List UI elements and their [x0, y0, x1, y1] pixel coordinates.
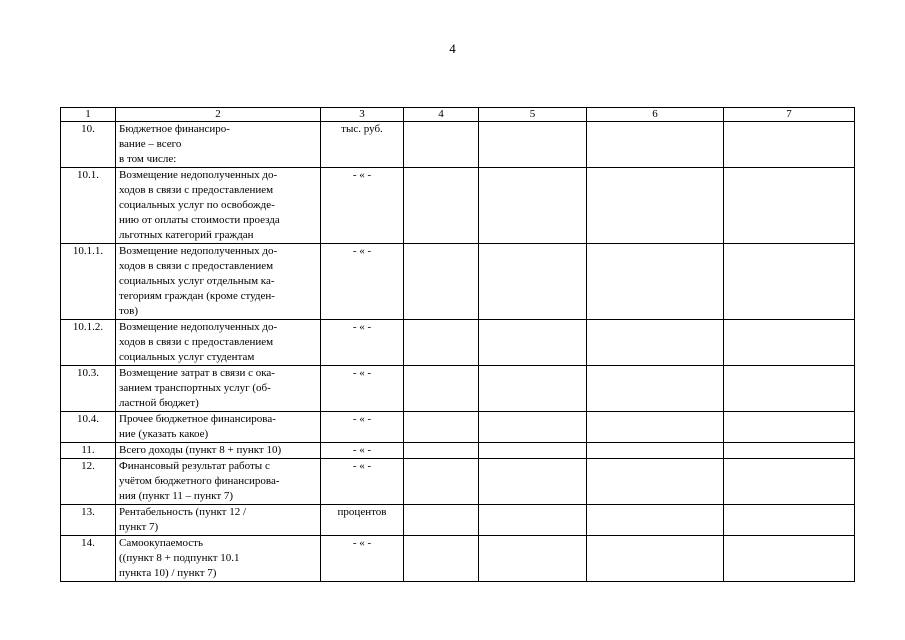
column-header: 1 [61, 108, 116, 122]
header-row [61, 108, 855, 122]
row-description: Всего доходы (пункт 8 + пункт 10) [116, 443, 321, 459]
value-cell [724, 366, 855, 412]
column-header: 6 [587, 108, 724, 122]
row-number: 10.3. [61, 366, 116, 412]
value-cell [587, 122, 724, 168]
value-cell [724, 443, 855, 459]
value-cell [404, 459, 479, 505]
value-cell [724, 168, 855, 244]
row-unit: - « - [321, 459, 404, 505]
value-cell [724, 320, 855, 366]
value-cell [724, 412, 855, 443]
value-cell [587, 366, 724, 412]
value-cell [404, 536, 479, 582]
row-unit: - « - [321, 168, 404, 244]
value-cell [479, 320, 587, 366]
row-unit: - « - [321, 366, 404, 412]
table-row [61, 443, 855, 459]
table-row [61, 505, 855, 536]
value-cell [479, 366, 587, 412]
value-cell [404, 320, 479, 366]
value-cell [587, 536, 724, 582]
value-cell [404, 244, 479, 320]
value-cell [587, 412, 724, 443]
value-cell [479, 459, 587, 505]
table-row [61, 320, 855, 366]
row-number: 11. [61, 443, 116, 459]
row-description: Самоокупаемость ((пункт 8 + подпункт 10.1 пункта 10) / пункт 7) [116, 536, 321, 582]
report-table [60, 107, 855, 582]
row-unit: - « - [321, 412, 404, 443]
value-cell [724, 536, 855, 582]
column-header: 2 [116, 108, 321, 122]
table-row [61, 168, 855, 244]
table-row [61, 366, 855, 412]
value-cell [724, 505, 855, 536]
row-number: 10. [61, 122, 116, 168]
value-cell [404, 412, 479, 443]
row-description: Возмещение недополученных до- ходов в связи с предоставлением социальных услуг по освобожде- нию от оплаты стоимости проезда льготных категорий граждан [116, 168, 321, 244]
value-cell [587, 168, 724, 244]
table-row [61, 536, 855, 582]
column-header: 7 [724, 108, 855, 122]
value-cell [404, 366, 479, 412]
row-description: Возмещение недополученных до- ходов в связи с предоставлением социальных услуг студентам [116, 320, 321, 366]
value-cell [404, 168, 479, 244]
value-cell [404, 122, 479, 168]
value-cell [479, 412, 587, 443]
row-unit: - « - [321, 320, 404, 366]
row-unit: - « - [321, 443, 404, 459]
value-cell [479, 443, 587, 459]
row-number: 10.1. [61, 168, 116, 244]
value-cell [587, 244, 724, 320]
row-description: Возмещение недополученных до- ходов в связи с предоставлением социальных услуг отдельным ка- тегориям граждан (кроме студен- тов) [116, 244, 321, 320]
row-description: Прочее бюджетное финансирова- ние (указать какое) [116, 412, 321, 443]
value-cell [587, 505, 724, 536]
row-number: 14. [61, 536, 116, 582]
row-number: 10.1.1. [61, 244, 116, 320]
column-header: 5 [479, 108, 587, 122]
value-cell [587, 443, 724, 459]
page-number: 4 [449, 41, 456, 56]
row-description: Финансовый результат работы с учётом бюджетного финансирова- ния (пункт 11 – пункт 7) [116, 459, 321, 505]
value-cell [587, 320, 724, 366]
value-cell [404, 505, 479, 536]
row-number: 10.4. [61, 412, 116, 443]
value-cell [587, 459, 724, 505]
value-cell [724, 244, 855, 320]
row-description: Возмещение затрат в связи с ока- занием транспортных услуг (об- ластной бюджет) [116, 366, 321, 412]
row-description: Бюджетное финансиро- вание – всего в том числе: [116, 122, 321, 168]
value-cell [404, 443, 479, 459]
value-cell [479, 536, 587, 582]
row-number: 10.1.2. [61, 320, 116, 366]
row-unit: - « - [321, 244, 404, 320]
row-unit: - « - [321, 536, 404, 582]
row-number: 13. [61, 505, 116, 536]
value-cell [479, 168, 587, 244]
value-cell [724, 459, 855, 505]
column-header: 3 [321, 108, 404, 122]
row-unit: процентов [321, 505, 404, 536]
value-cell [479, 505, 587, 536]
value-cell [479, 244, 587, 320]
table-row [61, 244, 855, 320]
row-number: 12. [61, 459, 116, 505]
value-cell [479, 122, 587, 168]
value-cell [724, 122, 855, 168]
column-header: 4 [404, 108, 479, 122]
row-description: Рентабельность (пункт 12 / пункт 7) [116, 505, 321, 536]
table-row [61, 459, 855, 505]
table-row [61, 122, 855, 168]
table-row [61, 412, 855, 443]
row-unit: тыс. руб. [321, 122, 404, 168]
